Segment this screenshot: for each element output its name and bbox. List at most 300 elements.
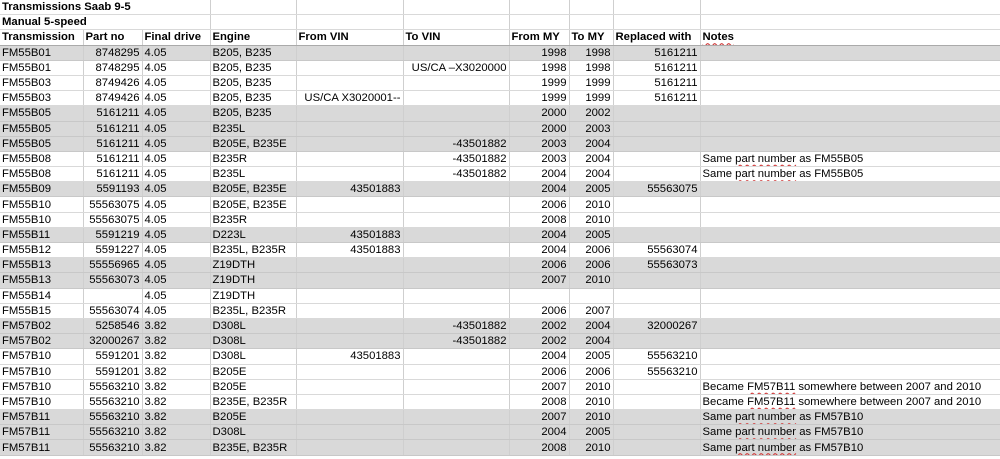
part-no-cell[interactable]: 55563210 <box>83 425 142 440</box>
transmission-cell[interactable]: FM55B08 <box>0 167 83 182</box>
from-vin-cell[interactable] <box>296 136 403 151</box>
replaced-with-cell[interactable] <box>613 410 700 425</box>
part-no-cell[interactable] <box>83 288 142 303</box>
notes-cell[interactable] <box>700 212 1000 227</box>
cell[interactable] <box>700 0 1000 15</box>
table-row <box>0 212 1000 227</box>
notes-cell[interactable] <box>700 91 1000 106</box>
final-drive-cell[interactable]: 4.05 <box>142 303 210 318</box>
to-vin-cell[interactable] <box>403 349 509 364</box>
from-my-cell[interactable]: 2003 <box>509 136 569 151</box>
to-my-cell[interactable]: 2006 <box>569 364 613 379</box>
cell[interactable] <box>210 0 296 15</box>
from-vin-cell[interactable] <box>296 334 403 349</box>
final-drive-cell[interactable]: 4.05 <box>142 167 210 182</box>
from-vin-cell[interactable] <box>296 75 403 90</box>
to-vin-cell[interactable]: -43501882 <box>403 151 509 166</box>
notes-cell[interactable] <box>700 106 1000 121</box>
final-drive-cell[interactable]: 3.82 <box>142 440 210 455</box>
from-my-cell[interactable]: 2006 <box>509 258 569 273</box>
notes-cell[interactable] <box>700 318 1000 333</box>
to-my-cell[interactable]: 2005 <box>569 349 613 364</box>
engine-cell[interactable]: B205E, B235E <box>210 136 296 151</box>
from-vin-cell[interactable]: US/CA X3020001-- <box>296 91 403 106</box>
notes-cell[interactable] <box>700 258 1000 273</box>
replaced-with-cell[interactable]: 5161211 <box>613 60 700 75</box>
replaced-with-cell[interactable] <box>613 167 700 182</box>
replaced-with-cell[interactable]: 55563075 <box>613 182 700 197</box>
from-vin-cell[interactable] <box>296 106 403 121</box>
transmission-cell[interactable]: FM57B10 <box>0 379 83 394</box>
header-final-drive[interactable]: Final drive <box>142 30 210 45</box>
final-drive-cell[interactable]: 4.05 <box>142 243 210 258</box>
notes-cell[interactable] <box>700 379 1000 394</box>
replaced-with-cell[interactable]: 55563210 <box>613 349 700 364</box>
sheet-title-cell[interactable] <box>0 0 210 15</box>
to-my-cell[interactable]: 2010 <box>569 197 613 212</box>
notes-cell[interactable] <box>700 75 1000 90</box>
replaced-with-cell[interactable] <box>613 136 700 151</box>
transmission-cell[interactable]: FM55B03 <box>0 75 83 90</box>
from-vin-cell[interactable] <box>296 212 403 227</box>
header-engine[interactable]: Engine <box>210 30 296 45</box>
final-drive-cell[interactable]: 3.82 <box>142 425 210 440</box>
engine-cell[interactable]: B205, B235 <box>210 45 296 60</box>
part-no-cell[interactable]: 5161211 <box>83 136 142 151</box>
part-no-cell[interactable]: 55563210 <box>83 379 142 394</box>
cell[interactable] <box>569 15 613 30</box>
from-my-cell[interactable]: 2004 <box>509 167 569 182</box>
cell[interactable] <box>296 0 403 15</box>
to-my-cell[interactable]: 1999 <box>569 91 613 106</box>
engine-cell[interactable]: B205, B235 <box>210 106 296 121</box>
part-no-cell[interactable]: 5258546 <box>83 318 142 333</box>
header-notes[interactable] <box>700 30 1000 45</box>
engine-cell[interactable]: B235R <box>210 151 296 166</box>
final-drive-cell[interactable]: 4.05 <box>142 106 210 121</box>
transmission-cell[interactable]: FM55B05 <box>0 121 83 136</box>
cell[interactable] <box>509 15 569 30</box>
from-vin-cell[interactable]: 43501883 <box>296 227 403 242</box>
to-vin-cell[interactable] <box>403 212 509 227</box>
replaced-with-cell[interactable] <box>613 334 700 349</box>
notes-cell[interactable] <box>700 288 1000 303</box>
to-vin-cell[interactable] <box>403 243 509 258</box>
engine-cell[interactable]: Z19DTH <box>210 258 296 273</box>
to-vin-cell[interactable]: -43501882 <box>403 136 509 151</box>
final-drive-cell[interactable]: 4.05 <box>142 45 210 60</box>
cell[interactable] <box>509 0 569 15</box>
from-my-cell[interactable]: 2007 <box>509 410 569 425</box>
to-my-cell[interactable]: 2010 <box>569 440 613 455</box>
to-vin-cell[interactable] <box>403 364 509 379</box>
to-vin-cell[interactable] <box>403 440 509 455</box>
from-vin-cell[interactable] <box>296 197 403 212</box>
transmission-cell[interactable]: FM55B03 <box>0 91 83 106</box>
final-drive-cell[interactable]: 3.82 <box>142 318 210 333</box>
final-drive-cell[interactable]: 4.05 <box>142 182 210 197</box>
part-no-cell[interactable]: 5591201 <box>83 364 142 379</box>
part-no-cell[interactable]: 55563073 <box>83 273 142 288</box>
final-drive-cell[interactable]: 4.05 <box>142 121 210 136</box>
to-my-cell[interactable]: 2010 <box>569 410 613 425</box>
notes-cell[interactable] <box>700 197 1000 212</box>
from-my-cell[interactable]: 2004 <box>509 182 569 197</box>
from-vin-cell[interactable] <box>296 394 403 409</box>
replaced-with-cell[interactable] <box>613 197 700 212</box>
notes-cell[interactable] <box>700 273 1000 288</box>
to-vin-cell[interactable] <box>403 91 509 106</box>
from-my-cell[interactable]: 2003 <box>509 151 569 166</box>
part-no-cell[interactable]: 55563210 <box>83 410 142 425</box>
replaced-with-cell[interactable] <box>613 106 700 121</box>
to-my-cell[interactable]: 1999 <box>569 75 613 90</box>
sheet-subtitle-cell[interactable] <box>0 15 210 30</box>
to-my-cell[interactable]: 1998 <box>569 60 613 75</box>
transmission-cell[interactable]: FM55B12 <box>0 243 83 258</box>
header-part-no[interactable]: Part no <box>83 30 142 45</box>
to-my-cell[interactable]: 2010 <box>569 394 613 409</box>
from-my-cell[interactable]: 2006 <box>509 303 569 318</box>
to-my-cell[interactable]: 2004 <box>569 334 613 349</box>
part-no-cell[interactable]: 55563075 <box>83 197 142 212</box>
replaced-with-cell[interactable]: 55563210 <box>613 364 700 379</box>
from-vin-cell[interactable] <box>296 379 403 394</box>
part-no-cell[interactable]: 5591201 <box>83 349 142 364</box>
from-my-cell[interactable]: 2000 <box>509 121 569 136</box>
transmission-cell[interactable]: FM57B02 <box>0 334 83 349</box>
transmission-cell[interactable]: FM57B11 <box>0 440 83 455</box>
to-my-cell[interactable]: 2002 <box>569 106 613 121</box>
engine-cell[interactable]: Z19DTH <box>210 273 296 288</box>
replaced-with-cell[interactable] <box>613 227 700 242</box>
header-from-my[interactable]: From MY <box>509 30 569 45</box>
transmission-cell[interactable]: FM55B05 <box>0 136 83 151</box>
final-drive-cell[interactable]: 3.82 <box>142 410 210 425</box>
part-no-cell[interactable]: 5591219 <box>83 227 142 242</box>
to-my-cell[interactable]: 2006 <box>569 243 613 258</box>
notes-cell[interactable] <box>700 227 1000 242</box>
to-vin-cell[interactable] <box>403 394 509 409</box>
from-my-cell[interactable]: 2004 <box>509 227 569 242</box>
engine-cell[interactable]: B235R <box>210 212 296 227</box>
notes-cell[interactable] <box>700 410 1000 425</box>
part-no-cell[interactable]: 55563074 <box>83 303 142 318</box>
table-row <box>0 440 1000 455</box>
engine-cell[interactable]: B235L, B235R <box>210 243 296 258</box>
notes-cell[interactable] <box>700 167 1000 182</box>
engine-cell[interactable]: B205, B235 <box>210 60 296 75</box>
to-my-cell[interactable]: 2007 <box>569 303 613 318</box>
engine-cell[interactable]: B205E, B235E <box>210 182 296 197</box>
replaced-with-cell[interactable] <box>613 303 700 318</box>
transmission-cell[interactable]: FM55B05 <box>0 106 83 121</box>
to-my-cell[interactable]: 2003 <box>569 121 613 136</box>
replaced-with-cell[interactable]: 55563073 <box>613 258 700 273</box>
to-vin-cell[interactable] <box>403 182 509 197</box>
part-no-cell[interactable]: 55563210 <box>83 440 142 455</box>
engine-cell[interactable]: D308L <box>210 318 296 333</box>
transmission-cell[interactable]: FM57B11 <box>0 410 83 425</box>
from-my-cell[interactable]: 1998 <box>509 45 569 60</box>
replaced-with-cell[interactable]: 32000267 <box>613 318 700 333</box>
engine-cell[interactable]: B205E <box>210 410 296 425</box>
to-vin-cell[interactable] <box>403 75 509 90</box>
cell[interactable] <box>569 0 613 15</box>
to-vin-cell[interactable] <box>403 288 509 303</box>
cell[interactable] <box>613 15 700 30</box>
final-drive-cell[interactable]: 4.05 <box>142 288 210 303</box>
from-my-cell[interactable] <box>509 288 569 303</box>
from-my-cell[interactable]: 2007 <box>509 379 569 394</box>
cell[interactable] <box>700 15 1000 30</box>
transmission-cell[interactable]: FM55B15 <box>0 303 83 318</box>
replaced-with-cell[interactable] <box>613 151 700 166</box>
part-no-cell[interactable]: 5591193 <box>83 182 142 197</box>
notes-cell[interactable] <box>700 394 1000 409</box>
engine-cell[interactable]: D223L <box>210 227 296 242</box>
from-vin-cell[interactable] <box>296 45 403 60</box>
cell[interactable] <box>613 0 700 15</box>
to-my-cell[interactable]: 2004 <box>569 318 613 333</box>
cell[interactable] <box>403 0 509 15</box>
engine-cell[interactable]: B205E <box>210 364 296 379</box>
part-no-cell[interactable]: 5161211 <box>83 121 142 136</box>
part-no-cell[interactable]: 32000267 <box>83 334 142 349</box>
from-vin-cell[interactable] <box>296 410 403 425</box>
to-vin-cell[interactable]: -43501882 <box>403 318 509 333</box>
replaced-with-cell[interactable] <box>613 121 700 136</box>
from-vin-cell[interactable] <box>296 440 403 455</box>
from-my-cell[interactable]: 2006 <box>509 364 569 379</box>
notes-cell[interactable] <box>700 364 1000 379</box>
part-no-cell[interactable]: 8749426 <box>83 91 142 106</box>
to-my-cell[interactable]: 2010 <box>569 273 613 288</box>
from-vin-cell[interactable] <box>296 364 403 379</box>
replaced-with-cell[interactable] <box>613 273 700 288</box>
final-drive-cell[interactable]: 4.05 <box>142 60 210 75</box>
from-vin-cell[interactable] <box>296 303 403 318</box>
cell[interactable] <box>403 15 509 30</box>
final-drive-cell[interactable]: 3.82 <box>142 349 210 364</box>
part-no-cell[interactable]: 5591227 <box>83 243 142 258</box>
final-drive-cell[interactable]: 4.05 <box>142 136 210 151</box>
notes-cell[interactable] <box>700 303 1000 318</box>
notes-cell[interactable] <box>700 425 1000 440</box>
to-my-cell[interactable]: 2004 <box>569 136 613 151</box>
part-no-cell[interactable]: 8749426 <box>83 75 142 90</box>
notes-cell[interactable] <box>700 349 1000 364</box>
to-my-cell[interactable]: 2005 <box>569 425 613 440</box>
transmission-cell[interactable]: FM57B10 <box>0 349 83 364</box>
final-drive-cell[interactable]: 4.05 <box>142 197 210 212</box>
notes-cell[interactable] <box>700 151 1000 166</box>
notes-cell[interactable] <box>700 60 1000 75</box>
to-vin-cell[interactable] <box>403 197 509 212</box>
to-my-cell[interactable]: 2010 <box>569 212 613 227</box>
notes-cell[interactable] <box>700 182 1000 197</box>
part-no-cell[interactable]: 5161211 <box>83 167 142 182</box>
to-vin-cell[interactable]: -43501882 <box>403 334 509 349</box>
to-my-cell[interactable]: 2004 <box>569 167 613 182</box>
from-vin-cell[interactable] <box>296 258 403 273</box>
final-drive-cell[interactable]: 3.82 <box>142 394 210 409</box>
engine-cell[interactable]: B205E, B235E <box>210 197 296 212</box>
engine-cell[interactable]: B205, B235 <box>210 91 296 106</box>
replaced-with-cell[interactable] <box>613 425 700 440</box>
engine-cell[interactable]: D308L <box>210 425 296 440</box>
to-vin-cell[interactable] <box>403 106 509 121</box>
transmission-cell[interactable]: FM57B11 <box>0 425 83 440</box>
part-no-cell[interactable]: 55556965 <box>83 258 142 273</box>
to-my-cell[interactable]: 2006 <box>569 258 613 273</box>
engine-cell[interactable]: D308L <box>210 334 296 349</box>
to-vin-cell[interactable] <box>403 258 509 273</box>
from-my-cell[interactable]: 2004 <box>509 243 569 258</box>
to-my-cell[interactable]: 2010 <box>569 379 613 394</box>
from-my-cell[interactable]: 2004 <box>509 349 569 364</box>
notes-cell[interactable] <box>700 136 1000 151</box>
transmission-cell[interactable]: FM55B13 <box>0 258 83 273</box>
header-to-vin[interactable]: To VIN <box>403 30 509 45</box>
notes-cell[interactable] <box>700 440 1000 455</box>
from-vin-cell[interactable]: 43501883 <box>296 243 403 258</box>
to-my-cell[interactable]: 1998 <box>569 45 613 60</box>
from-my-cell[interactable]: 2008 <box>509 394 569 409</box>
replaced-with-cell[interactable] <box>613 394 700 409</box>
final-drive-cell[interactable]: 3.82 <box>142 379 210 394</box>
from-my-cell[interactable]: 2002 <box>509 318 569 333</box>
engine-cell[interactable]: D308L <box>210 349 296 364</box>
from-my-cell[interactable]: 2002 <box>509 334 569 349</box>
from-my-cell[interactable]: 2007 <box>509 273 569 288</box>
replaced-with-cell[interactable]: 55563074 <box>613 243 700 258</box>
cell[interactable] <box>210 15 296 30</box>
to-vin-cell[interactable] <box>403 121 509 136</box>
to-vin-cell[interactable] <box>403 273 509 288</box>
from-my-cell[interactable]: 2000 <box>509 106 569 121</box>
from-vin-cell[interactable] <box>296 121 403 136</box>
from-my-cell[interactable]: 2004 <box>509 425 569 440</box>
transmission-cell[interactable]: FM55B11 <box>0 227 83 242</box>
to-my-cell[interactable]: 2005 <box>569 182 613 197</box>
transmission-cell[interactable]: FM55B10 <box>0 212 83 227</box>
final-drive-cell[interactable]: 4.05 <box>142 258 210 273</box>
from-vin-cell[interactable] <box>296 273 403 288</box>
to-vin-cell[interactable] <box>403 227 509 242</box>
notes-cell[interactable] <box>700 45 1000 60</box>
transmission-cell[interactable]: FM57B10 <box>0 364 83 379</box>
final-drive-cell[interactable]: 4.05 <box>142 91 210 106</box>
from-my-cell[interactable]: 1999 <box>509 75 569 90</box>
from-my-cell[interactable]: 2008 <box>509 440 569 455</box>
final-drive-cell[interactable]: 4.05 <box>142 273 210 288</box>
header-from-vin[interactable]: From VIN <box>296 30 403 45</box>
from-vin-cell[interactable] <box>296 167 403 182</box>
from-vin-cell[interactable] <box>296 151 403 166</box>
from-my-cell[interactable]: 2008 <box>509 212 569 227</box>
from-vin-cell[interactable] <box>296 60 403 75</box>
part-no-cell[interactable]: 55563075 <box>83 212 142 227</box>
transmission-cell[interactable]: FM55B08 <box>0 151 83 166</box>
header-to-my[interactable]: To MY <box>569 30 613 45</box>
final-drive-cell[interactable]: 4.05 <box>142 75 210 90</box>
to-vin-cell[interactable] <box>403 379 509 394</box>
transmission-cell[interactable]: FM55B14 <box>0 288 83 303</box>
to-my-cell[interactable]: 2004 <box>569 151 613 166</box>
to-vin-cell[interactable] <box>403 425 509 440</box>
engine-cell[interactable]: B205E <box>210 379 296 394</box>
from-my-cell[interactable]: 1998 <box>509 60 569 75</box>
from-vin-cell[interactable] <box>296 318 403 333</box>
table-row <box>0 258 1000 273</box>
replaced-with-cell[interactable] <box>613 440 700 455</box>
part-no-cell[interactable]: 5161211 <box>83 151 142 166</box>
to-vin-cell[interactable]: US/CA –X3020000 <box>403 60 509 75</box>
header-replaced-with[interactable]: Replaced with <box>613 30 700 45</box>
part-no-cell[interactable]: 8748295 <box>83 45 142 60</box>
from-my-cell[interactable]: 1999 <box>509 91 569 106</box>
engine-cell[interactable]: Z19DTH <box>210 288 296 303</box>
engine-cell[interactable]: B235L <box>210 121 296 136</box>
to-vin-cell[interactable] <box>403 410 509 425</box>
from-vin-cell[interactable]: 43501883 <box>296 349 403 364</box>
transmission-cell[interactable]: FM57B02 <box>0 318 83 333</box>
final-drive-cell[interactable]: 4.05 <box>142 151 210 166</box>
engine-cell[interactable]: B235L <box>210 167 296 182</box>
transmission-cell[interactable]: FM55B01 <box>0 60 83 75</box>
replaced-with-cell[interactable]: 5161211 <box>613 91 700 106</box>
part-no-cell[interactable]: 5161211 <box>83 106 142 121</box>
header-transmission[interactable]: Transmission <box>0 30 83 45</box>
from-vin-cell[interactable] <box>296 288 403 303</box>
cell[interactable] <box>296 15 403 30</box>
to-vin-cell[interactable] <box>403 45 509 60</box>
to-vin-cell[interactable]: -43501882 <box>403 167 509 182</box>
replaced-with-cell[interactable] <box>613 379 700 394</box>
to-my-cell[interactable] <box>569 288 613 303</box>
replaced-with-cell[interactable]: 5161211 <box>613 75 700 90</box>
engine-cell[interactable]: B235E, B235R <box>210 440 296 455</box>
final-drive-cell[interactable]: 4.05 <box>142 212 210 227</box>
engine-cell[interactable]: B235E, B235R <box>210 394 296 409</box>
engine-cell[interactable]: B205, B235 <box>210 75 296 90</box>
final-drive-cell[interactable]: 3.82 <box>142 364 210 379</box>
transmission-cell[interactable]: FM55B01 <box>0 45 83 60</box>
engine-cell[interactable]: B235L, B235R <box>210 303 296 318</box>
transmission-cell[interactable]: FM55B10 <box>0 197 83 212</box>
replaced-with-cell[interactable]: 5161211 <box>613 45 700 60</box>
notes-cell[interactable] <box>700 243 1000 258</box>
part-no-cell[interactable]: 55563210 <box>83 394 142 409</box>
part-no-cell[interactable]: 8748295 <box>83 60 142 75</box>
transmission-cell[interactable]: FM57B10 <box>0 394 83 409</box>
transmission-cell[interactable]: FM55B09 <box>0 182 83 197</box>
notes-cell[interactable] <box>700 121 1000 136</box>
to-vin-cell[interactable] <box>403 303 509 318</box>
table-row <box>0 303 1000 318</box>
notes-cell[interactable] <box>700 334 1000 349</box>
from-my-cell[interactable]: 2006 <box>509 197 569 212</box>
transmission-cell[interactable]: FM55B13 <box>0 273 83 288</box>
from-vin-cell[interactable]: 43501883 <box>296 182 403 197</box>
replaced-with-cell[interactable] <box>613 212 700 227</box>
final-drive-cell[interactable]: 4.05 <box>142 227 210 242</box>
to-my-cell[interactable]: 2005 <box>569 227 613 242</box>
from-vin-cell[interactable] <box>296 425 403 440</box>
replaced-with-cell[interactable] <box>613 288 700 303</box>
final-drive-cell[interactable]: 3.82 <box>142 334 210 349</box>
